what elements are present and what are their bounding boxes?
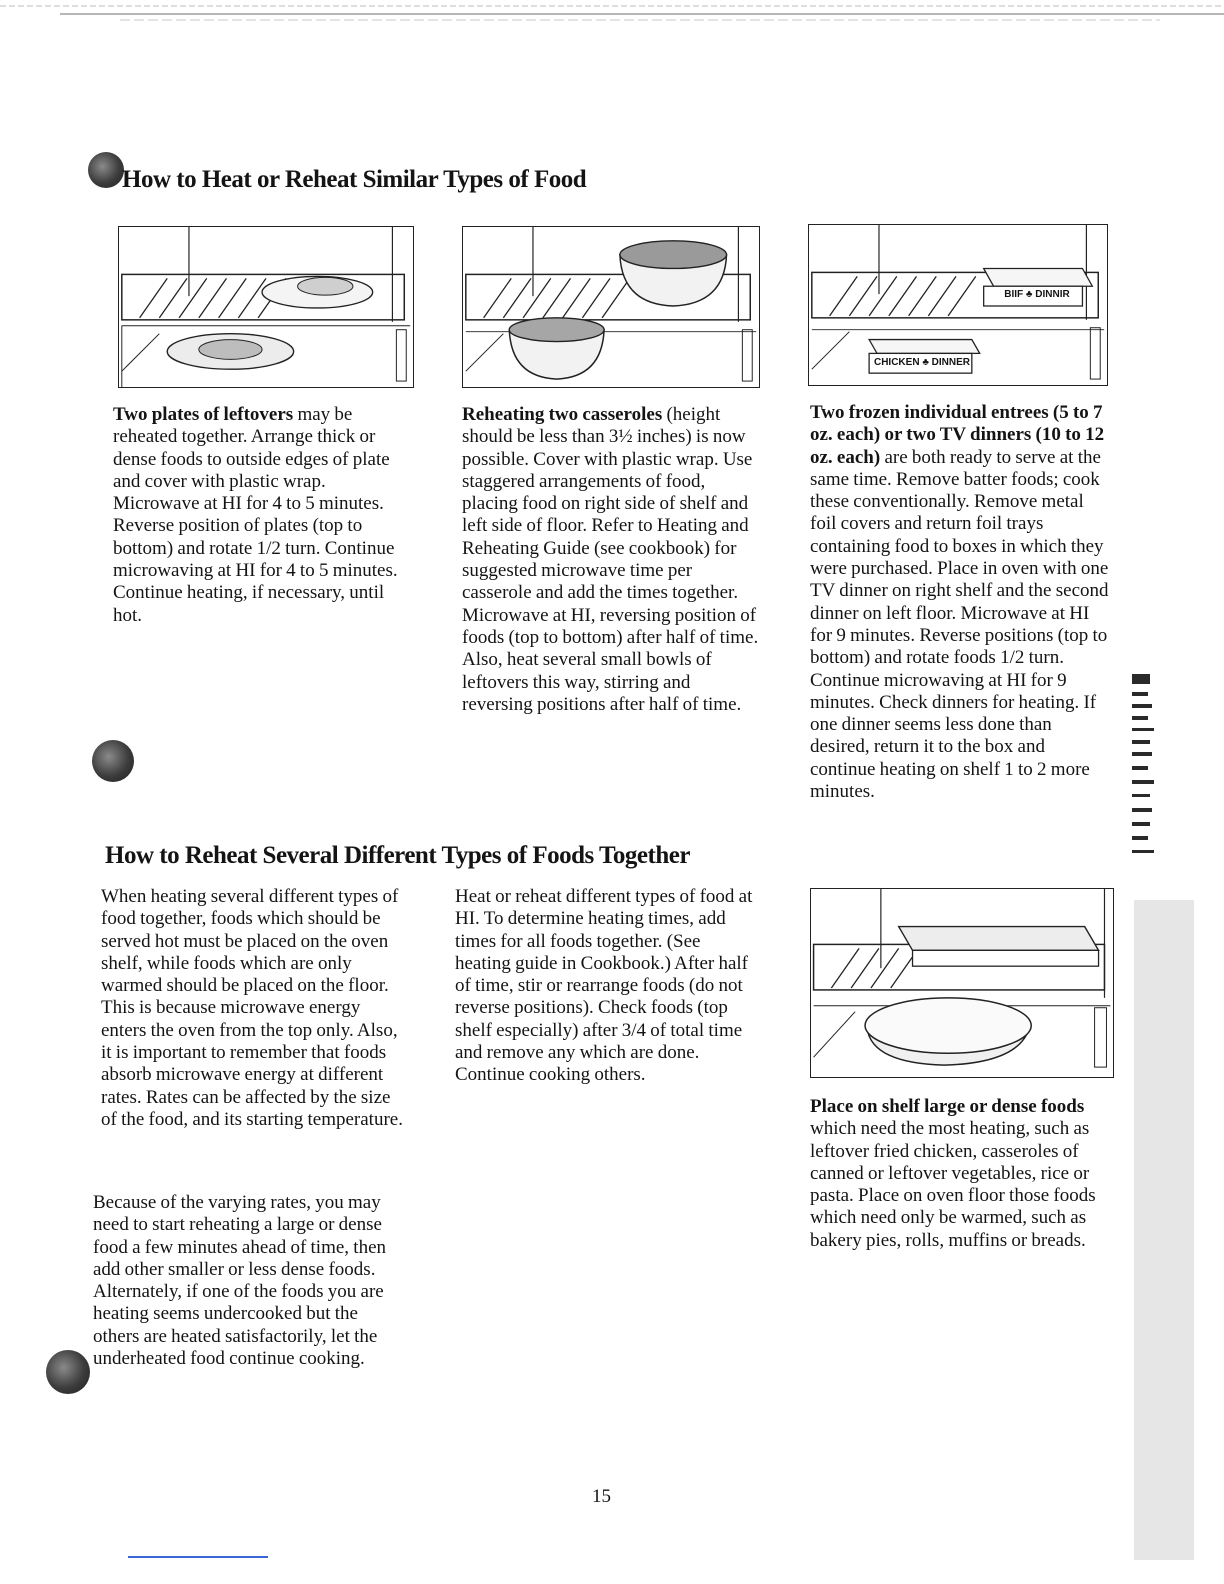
oven-casseroles-drawing [463,227,759,387]
section1-col2-body: (height should be less than 3½ inches) is now possible. Cover with plastic wrap. Use staggered arrangements of food, placing food on right side of shelf and left side of floor. Refer to Heating and Reheating Guide (see cookbook) for suggested microwave time per casserole and add the times together. Microwave at HI, reversing position of foods (top to bottom) after half of time. Also, heat several small bowls of leftovers this way, stirring and reversing positions after half of time. [462,404,759,715]
section1-col3-body: are both ready to serve at the same time. Remove batter foods; cook these conventionally. Remove metal foil covers and return foil trays containing food to boxes in which they were purchased. Place in oven with one TV dinner on right shelf and the second dinner on left floor. Microwave at HI for 9 minutes. Reverse positions (top to bottom) and rotate foods 1/2 turn. Continue microwaving at HI for 9 minutes. Check dinners for heating. If one dinner seems less done than desired, return it to the box and continue heating on shelf 1 to 2 more minutes. [810,446,1109,803]
margin-bullet-icon-bottom [46,1350,90,1394]
illustration-two-casseroles [462,226,760,388]
section-bullet-icon [88,152,124,188]
section2-col1-para2: Because of the varying rates, you may need to start reheating a large or dense food a few minutes ahead of time, then add other smaller or less dense foods. Alternately, if one of the foods you are heating seems undercooked but the others are heated satisfactorily, let the underheated food continue cooking. [93,1192,387,1370]
section1-col1-text [113,404,413,627]
section1-col2-lead: Reheating two casseroles [462,404,663,425]
section2-col3-text [810,1096,1120,1252]
section1-col2-text [462,404,762,716]
oven-pie-drawing [811,889,1113,1077]
illustration-tv-dinners [808,224,1108,386]
scan-artifact-bottom-line [128,1556,268,1558]
illustration-shelf-and-floor [810,888,1114,1078]
section2-col3-lead: Place on shelf large or dense foods [810,1096,1085,1117]
scan-artifact-right-margin [1128,670,1200,1570]
section1-col3-text [810,402,1110,803]
section2-col3-body: which need the most heating, such as leftover fried chicken, casseroles of canned or leftover vegetables, rice or pasta. Place on oven floor those foods which need only be warmed, such as bakery pies, rolls, muffins or breads. [810,1118,1096,1251]
beef-dinner-box-label: BIIF ♣ DINNIR [1004,289,1070,300]
section2-title: How to Reheat Several Different Types of Foods Together [105,842,690,869]
section2-col1-para1: When heating several different types of food together, foods which should be served hot must be placed on the oven shelf, while foods which are only warmed should be placed on the floor. This is because microwave energy enters the oven from the top only. Also, it is important to remember that foods absorb microwave energy at different rates. Rates can be affected by the size of the food, and its starting temperature. [101,886,403,1130]
margin-bullet-icon [92,740,134,782]
section1-col3-lead: Two frozen individual entrees (5 to 7 oz. each) or two TV dinners (10 to 12 oz. each) [810,402,1105,468]
scan-artifact-top [0,0,1224,30]
section1-col1-body: may be reheated together. Arrange thick or dense foods to outside edges of plate and cover with plastic wrap. Microwave at HI for 4 to 5 minutes. Reverse position of plates (top to bottom) and rotate 1/2 turn. Continue microwaving at HI for 4 to 5 minutes. Continue heating, if necessary, until hot. [113,404,398,626]
section2-col2-text: Heat or reheat different types of food at HI. To determine heating times, add times for all foods together. (See heating guide in Cookbook.) After half of time, stir or rearrange foods (do not reverse positions). Check foods (top shelf especially) after 3/4 of total time and remove any which are done. Continue cooking others. [455,886,753,1086]
chicken-dinner-box-label: CHICKEN ♣ DINNER [873,357,970,368]
page-number: 15 [592,1486,611,1507]
section1-col1-lead: Two plates of leftovers [113,404,294,425]
oven-plates-drawing [119,227,413,387]
illustration-two-plates [118,226,414,388]
section1-title: How to Heat or Reheat Similar Types of Food [122,166,587,193]
